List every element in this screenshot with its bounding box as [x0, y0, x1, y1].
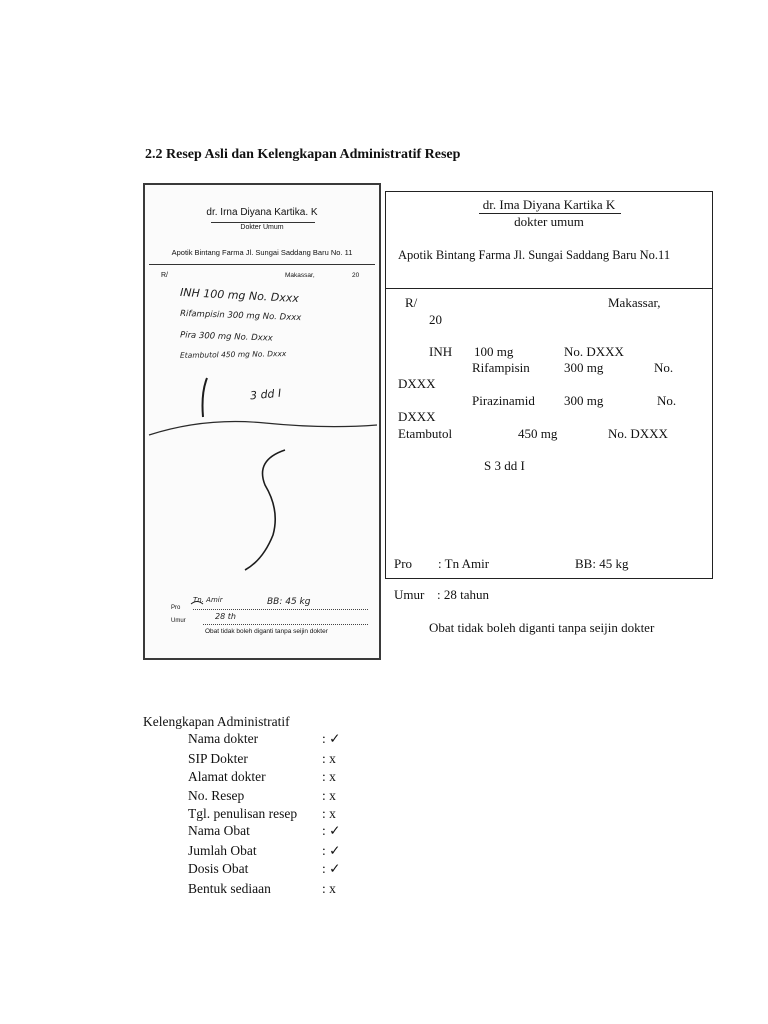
typed-signa: S 3 dd I: [484, 458, 525, 473]
substitution-note: Obat tidak boleh diganti tanpa seijin dokter: [429, 620, 655, 635]
admin-checklist-row: [188, 823, 340, 839]
typed-drug-dose: 300 mg: [564, 360, 604, 375]
scan-handwriting-line: Pira 300 mg No. Dxxx: [179, 330, 273, 344]
typed-drug-qty: No. DXXX: [564, 344, 624, 359]
scan-signa: 3 dd I: [249, 386, 282, 403]
admin-checklist-row: [188, 751, 336, 767]
typed-drug-qty: No.: [654, 360, 674, 375]
typed-address: Apotik Bintang Farma Jl. Sungai Saddang Baru No.11: [398, 248, 671, 262]
pen-stroke: [203, 378, 208, 417]
pen-stroke: [245, 450, 285, 570]
admin-item-status: : ✓: [322, 861, 341, 876]
pen-stroke: [149, 422, 377, 436]
scanned-prescription-image: [143, 183, 381, 660]
typed-drug-dose: 300 mg: [564, 393, 604, 408]
section-title: 2.2 Resep Asli dan Kelengkapan Administratif Resep: [145, 147, 461, 162]
umur-label: Umur: [394, 587, 425, 602]
typed-r-mark: R/: [405, 295, 418, 310]
typed-doctor-name: dr. Ima Diyana Kartika K: [482, 197, 616, 212]
umur-value: : 28 tahun: [437, 587, 489, 602]
typed-drug-name: Rifampisin: [472, 360, 530, 375]
typed-body-weight: BB: 45 kg: [575, 556, 629, 571]
typed-drug-qty: No. DXXX: [608, 426, 668, 441]
admin-item-status: : ✓: [322, 823, 341, 838]
scan-note: Obat tidak boleh diganti tanpa seijin dokter: [205, 628, 328, 635]
scan-pen-strokes: [145, 185, 381, 660]
admin-item-label: SIP Dokter: [188, 751, 248, 766]
admin-checklist-title: Kelengkapan Administratif: [143, 714, 290, 729]
typed-specialty: dokter umum: [514, 214, 584, 229]
typed-drug-qty: No.: [657, 393, 677, 408]
admin-item-label: No. Resep: [188, 788, 245, 803]
typed-drug-qty-cont: DXXX: [398, 409, 436, 424]
admin-checklist-row: [188, 881, 336, 897]
scan-handwriting-line: Rifampisin 300 mg No. Dxxx: [179, 308, 302, 324]
admin-item-status: : x: [322, 806, 336, 821]
admin-item-status: : x: [322, 751, 336, 766]
typed-city: Makassar,: [608, 295, 661, 310]
scan-umur-label: Umur: [171, 618, 186, 624]
scan-specialty: Dokter Umum: [240, 224, 284, 231]
scan-handwriting-line: INH 100 mg No. Dxxx: [179, 285, 300, 306]
admin-checklist-row: [188, 861, 340, 877]
typed-drug-dose: 450 mg: [518, 426, 558, 441]
scan-r-mark: R/: [161, 272, 168, 279]
admin-checklist-row: [188, 843, 340, 859]
scan-year: 20: [352, 272, 360, 279]
typed-drug-name: INH: [429, 344, 453, 359]
typed-drug-name: Etambutol: [398, 426, 453, 441]
admin-checklist-row: [188, 769, 336, 785]
typed-drug-name: Pirazinamid: [472, 393, 535, 408]
typed-pro-label: Pro: [394, 556, 413, 571]
admin-checklist-row: [188, 731, 340, 747]
admin-item-label: Bentuk sediaan: [188, 881, 271, 896]
scan-dotted-line: [203, 624, 368, 625]
admin-item-status: : x: [322, 769, 336, 784]
scan-patient-age: 28 th: [215, 612, 236, 621]
admin-item-status: : ✓: [322, 731, 341, 746]
typed-year: 20: [429, 312, 442, 327]
admin-checklist-row: [188, 788, 336, 804]
scan-doctor-name: dr. Irna Diyana Kartika. K: [206, 207, 318, 218]
admin-item-status: : ✓: [322, 843, 341, 858]
admin-item-label: Dosis Obat: [188, 861, 249, 876]
scan-body-weight: BB: 45 kg: [267, 597, 311, 607]
admin-item-label: Jumlah Obat: [188, 843, 257, 858]
typed-header: [386, 192, 712, 289]
admin-item-label: Alamat dokter: [188, 769, 266, 784]
typed-prescription: [385, 191, 713, 579]
scan-address: Apotik Bintang Farma Jl. Sungai Saddang Baru No. 11: [171, 248, 353, 257]
typed-drug-dose: 100 mg: [474, 344, 514, 359]
scan-handwriting-line: Etambutol 450 mg No. Dxxx: [179, 349, 287, 360]
scan-pro-label: Pro: [171, 605, 181, 611]
admin-item-status: : x: [322, 881, 336, 896]
admin-checklist-row: [188, 806, 336, 822]
scan-patient-name: Tn. Amir: [193, 596, 223, 604]
admin-item-label: Nama Obat: [188, 823, 250, 838]
typed-patient-name: : Tn Amir: [438, 556, 490, 571]
typed-drug-qty-cont: DXXX: [398, 376, 436, 391]
admin-item-label: Nama dokter: [188, 731, 259, 746]
scan-dotted-line: [193, 609, 368, 610]
scan-city: Makassar,: [285, 272, 315, 279]
admin-item-label: Tgl. penulisan resep: [188, 806, 298, 821]
admin-item-status: : x: [322, 788, 336, 803]
